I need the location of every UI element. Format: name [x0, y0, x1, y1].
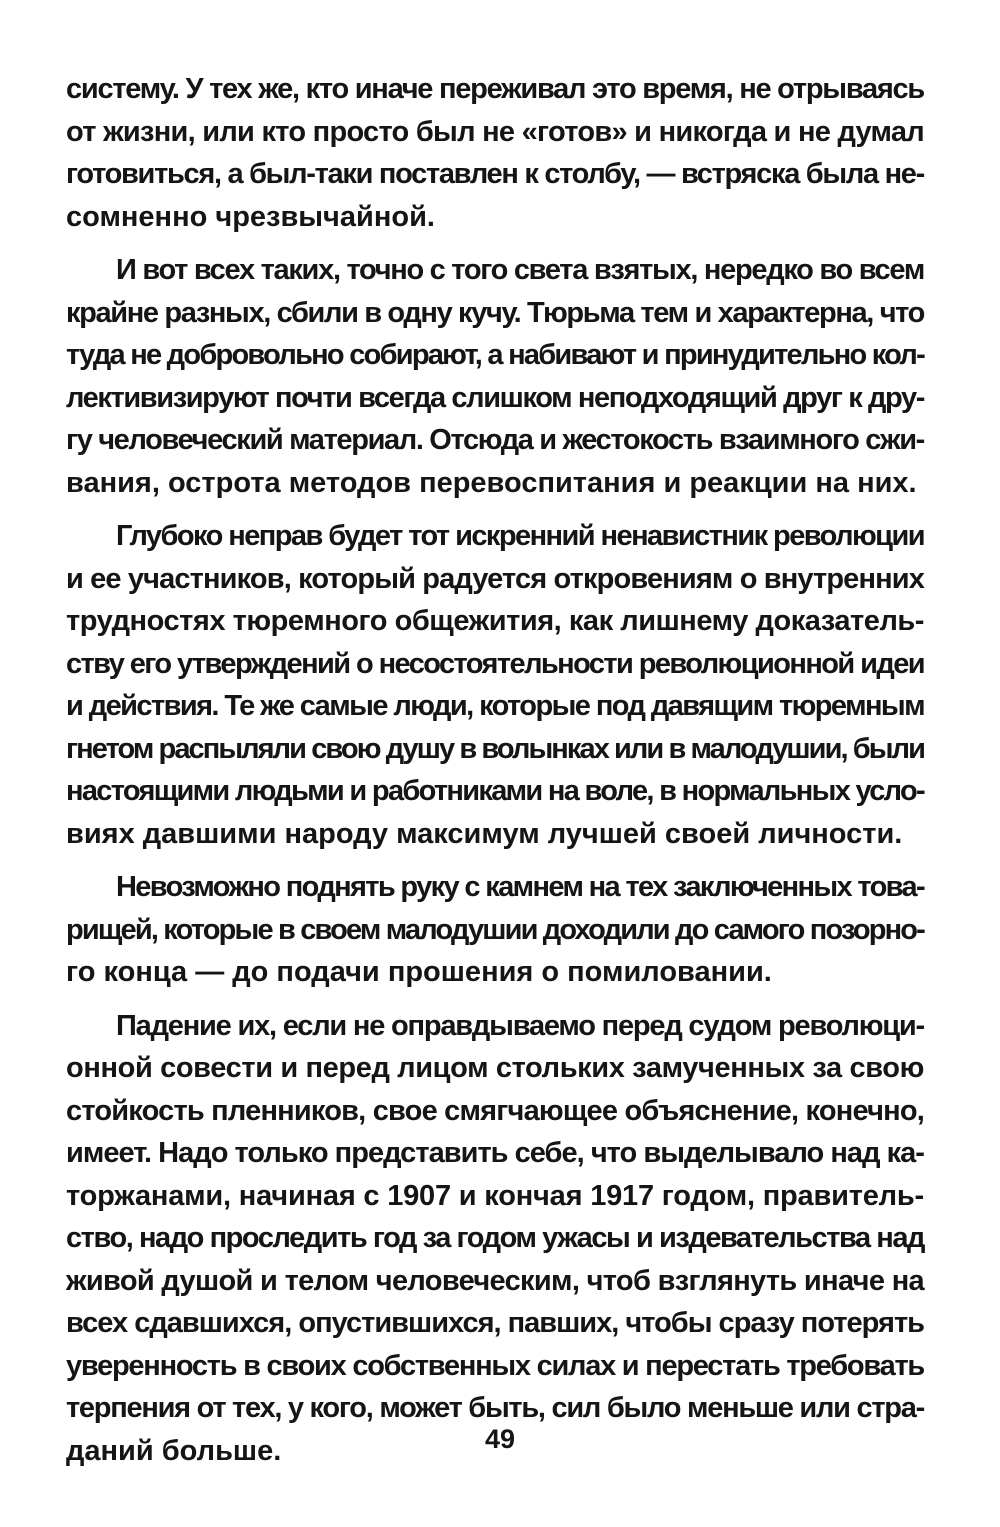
text-line: лективизируют почти всегда слишком неподходящий друг к дру- [66, 381, 924, 414]
text-line: имеет. Надо только представить себе, что выделывало над ка- [66, 1137, 924, 1169]
text-line: систему. У тех же, кто иначе переживал это время, не отрываясь [66, 73, 925, 105]
text-line: живой душой и телом человеческим, чтоб взглянуть иначе на [66, 1264, 924, 1297]
text-line: сомненно чрезвычайной. [66, 200, 435, 233]
paragraph [66, 68, 924, 238]
paragraph [66, 866, 924, 994]
text-line: рищей, которые в своем малодушии доходили до самого позорно- [66, 913, 924, 946]
paragraph [66, 515, 924, 855]
text-line: И вот всех таких, точно с того света взятых, нередко во всем [116, 254, 924, 286]
page-body [66, 68, 924, 1483]
text-line: ство, надо проследить год за годом ужасы и издевательства над [66, 1222, 924, 1254]
text-line: гнетом распыляли свою душу в волынках или в малодушии, были [66, 732, 924, 765]
text-line: Невозможно поднять руку с камнем на тех заключенных това- [116, 871, 924, 903]
text-line: ству его утверждений о несостоятельности революционной идеи [66, 647, 924, 680]
text-line: всех сдавшихся, опустившихся, павших, чтобы сразу потерять [66, 1307, 924, 1339]
text-line: Падение их, если не оправдываемо перед судом революци- [116, 1009, 924, 1042]
text-line: терпения от тех, у кого, может быть, сил было меньше или стра- [66, 1392, 924, 1424]
text-line: стойкость пленников, свое смягчающее объяснение, конечно, [66, 1094, 924, 1127]
page-number: 49 [484, 1424, 516, 1454]
text-line: и ее участников, который радуется откровениям о внутренних [66, 562, 924, 595]
text-line: трудностях тюремного общежития, как лишнему доказатель- [66, 605, 924, 637]
text-line: Глубоко неправ будет тот искренний ненавистник революции [116, 520, 924, 552]
text-line: уверенность в своих собственных силах и перестать требовать [66, 1349, 924, 1382]
text-line: го конца — до подачи прошения о помиловании. [66, 956, 772, 988]
text-line: туда не добровольно собирают, а набивают и принудительно кол- [66, 339, 924, 371]
text-line: от жизни, или кто просто был не «готов» и никогда и не думал [66, 115, 924, 148]
paragraph [66, 249, 924, 504]
text-line: гу человеческий материал. Отсюда и жестокость взаимного сжи- [66, 424, 924, 456]
text-line: крайне разных, сбили в одну кучу. Тюрьма тем и характерна, что [66, 296, 924, 329]
text-line: вания, острота методов перевоспитания и реакции на них. [66, 466, 917, 499]
text-line: даний больше. [66, 1434, 282, 1467]
text-line: торжанами, начиная с 1907 и кончая 1917 годом, правитель- [66, 1179, 924, 1212]
text-line: готовиться, а был-таки поставлен к столбу, — встряска была не- [66, 158, 924, 190]
text-line: и действия. Те же самые люди, которые под давящим тюремным [66, 690, 924, 722]
text-line: виях давшими народу максимум лучшей своей личности. [66, 817, 903, 850]
text-line: онной совести и перед лицом стольких замученных за свою [66, 1052, 924, 1084]
text-line: настоящими людьми и работниками на воле, в нормальных усло- [66, 775, 924, 807]
paragraph [66, 1005, 924, 1473]
